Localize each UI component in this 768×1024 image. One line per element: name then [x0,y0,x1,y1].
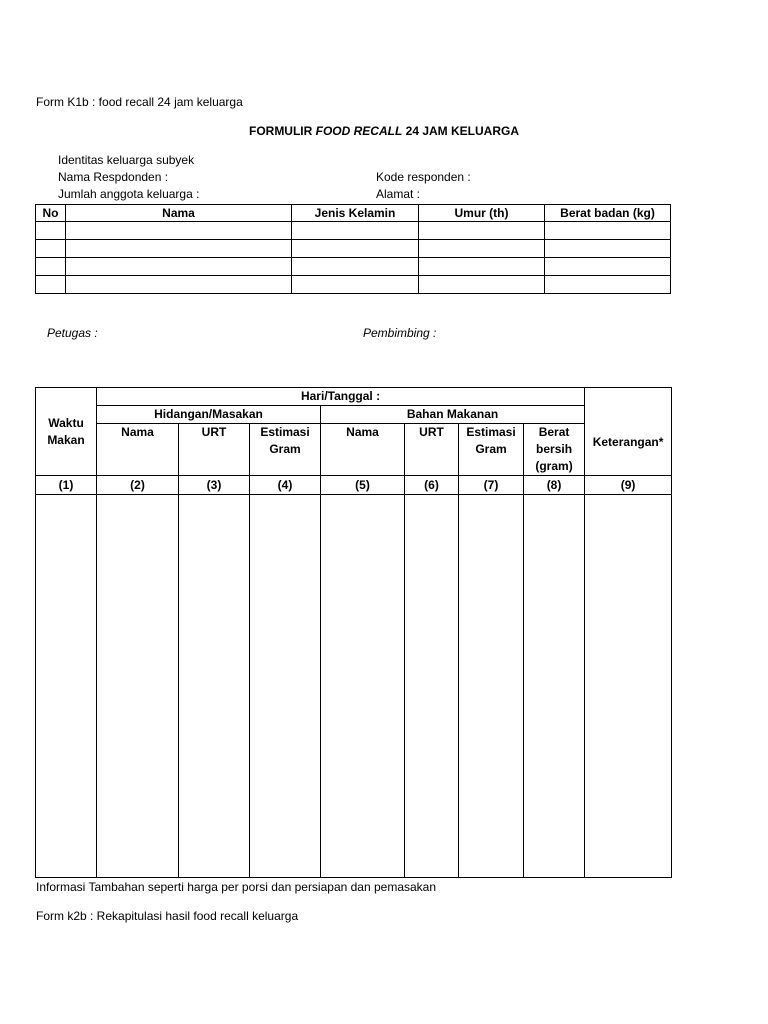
title-post: 24 JAM KELUARGA [402,124,519,138]
col-berat-badan: Berat badan (kg) [545,205,671,222]
col-number: (5) [321,476,405,495]
col-number: (2) [97,476,179,495]
title-italic: FOOD RECALL [315,124,403,138]
dish-name-header: Nama [97,424,179,476]
additional-info: Informasi Tambahan seperti harga per porsi dan persiapan dan pemasakan [36,880,437,894]
dish-urt-header: URT [179,424,250,476]
dish-group-header: Hidangan/Masakan [97,406,321,424]
ingredient-estimate-header: Estimasi Gram [459,424,524,476]
net-weight-header: Berat bersih (gram) [524,424,585,476]
table-row [36,495,672,878]
members-table [35,204,671,294]
col-number: (7) [459,476,524,495]
respondent-code-label: Kode responden : [376,170,471,184]
officer-label: Petugas : [47,326,98,340]
address-label: Alamat : [376,187,421,201]
notes-header: Keterangan* [585,388,672,476]
day-date-header: Hari/Tanggal : [97,388,585,406]
title-pre: FORMULIR [248,124,316,138]
ingredient-urt-header: URT [405,424,459,476]
respondent-name-label: Nama Respdonden : [58,170,169,184]
member-count-label: Jumlah anggota keluarga : [58,187,200,201]
food-recall-table [35,387,672,878]
col-number: (9) [585,476,672,495]
form-code: Form K1b : food recall 24 jam keluarga [36,95,243,109]
supervisor-label: Pembimbing : [363,326,437,340]
col-number: (6) [405,476,459,495]
col-number: (1) [36,476,97,495]
table-row [36,276,671,294]
meal-time-header: Waktu Makan [36,388,97,476]
col-number: (4) [250,476,321,495]
ingredient-group-header: Bahan Makanan [321,406,585,424]
col-nama: Nama [66,205,292,222]
table-row [36,222,671,240]
table-row [36,258,671,276]
col-no: No [36,205,66,222]
identity-heading: Identitas keluarga subyek [58,153,195,167]
col-number: (8) [524,476,585,495]
table-row [36,240,671,258]
ingredient-name-header: Nama [321,424,405,476]
col-jenis-kelamin: Jenis Kelamin [292,205,419,222]
col-number: (3) [179,476,250,495]
dish-estimate-header: Estimasi Gram [250,424,321,476]
next-form-label: Form k2b : Rekapitulasi hasil food recall keluarga [36,909,299,923]
col-umur: Umur (th) [419,205,545,222]
form-title [0,124,768,138]
